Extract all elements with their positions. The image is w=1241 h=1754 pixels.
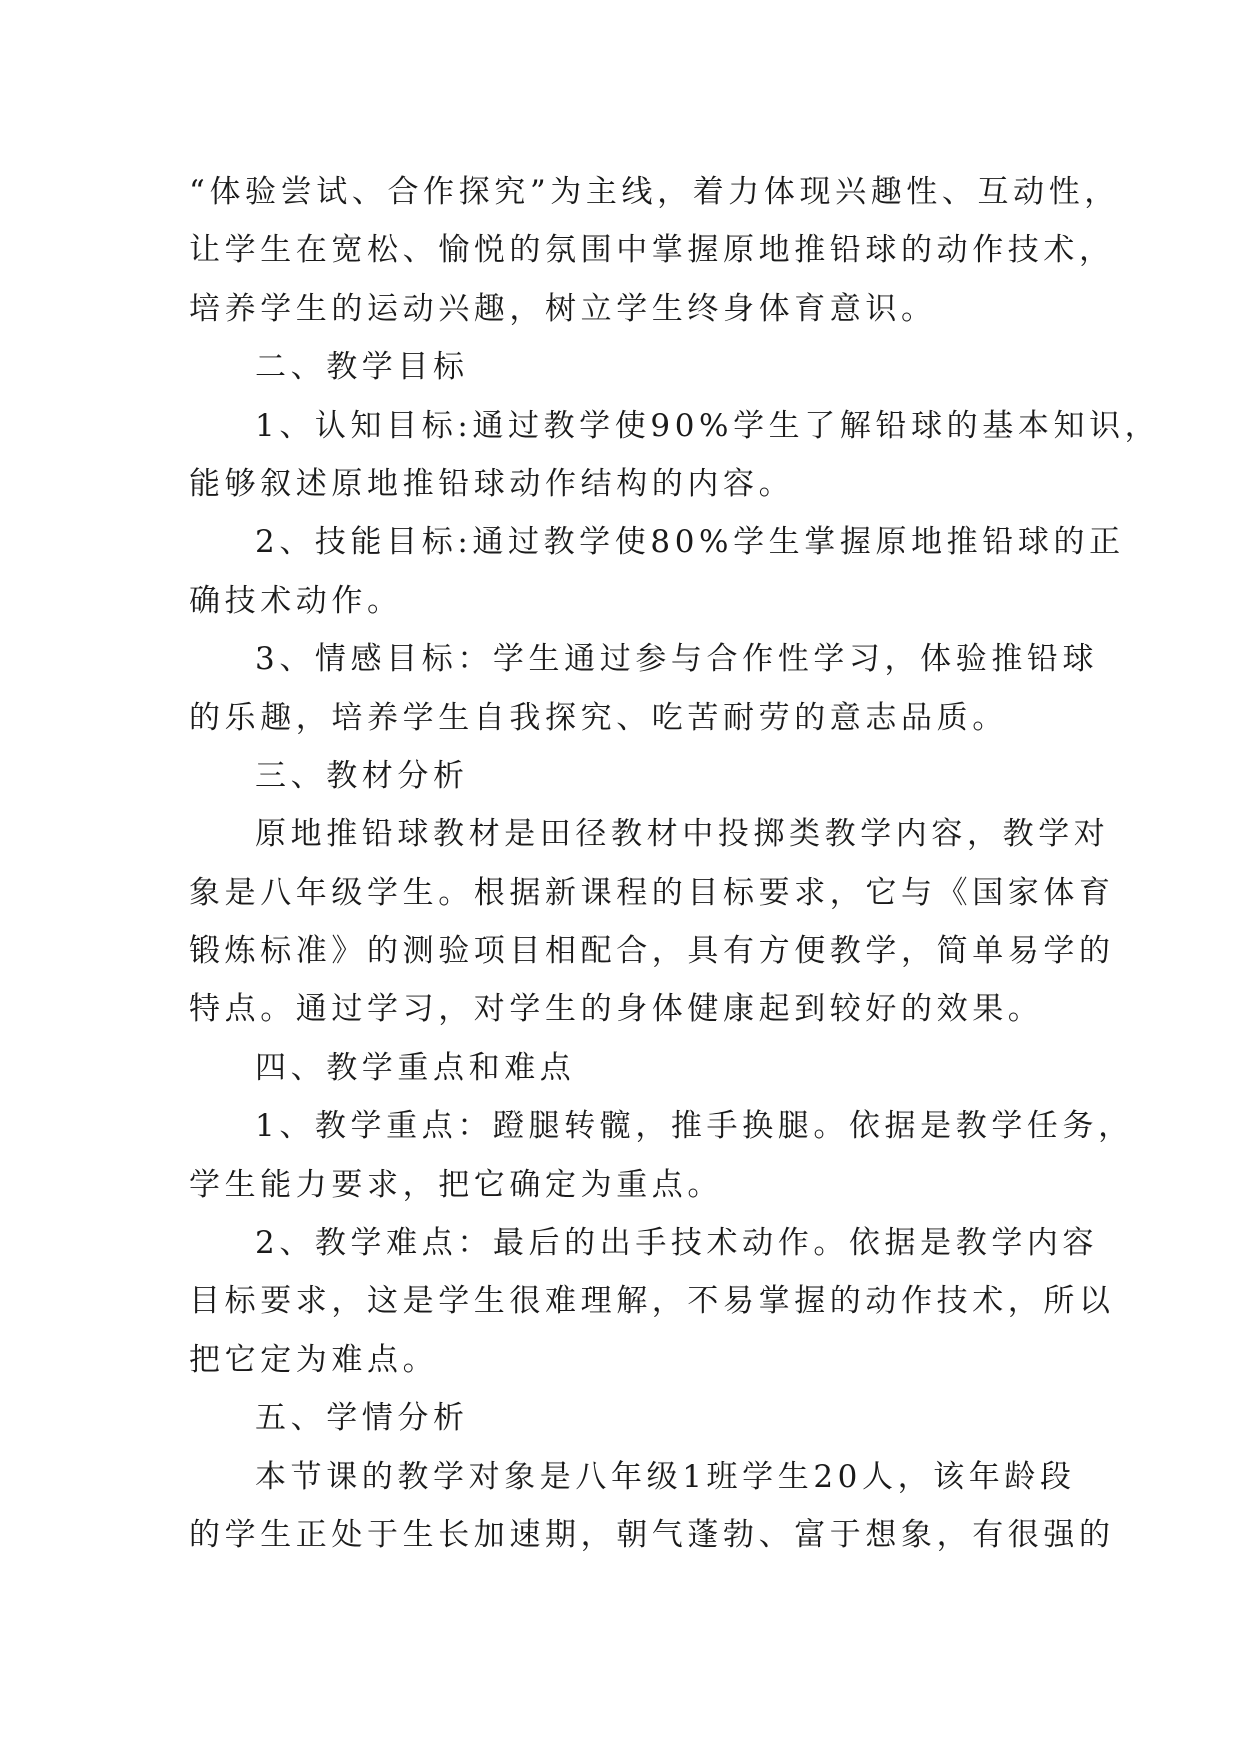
paragraph-first-line: 二、教学目标 <box>255 349 469 386</box>
paragraph-line: 学生能力要求，把它确定为重点。 <box>189 1166 723 1203</box>
paragraph-first-line: 1、认知目标:通过教学使90%学生了解铅球的基本知识， <box>255 407 1161 444</box>
paragraph-line: 象是八年级学生。根据新课程的目标要求，它与《国家体育 <box>189 874 1115 911</box>
paragraph-first-line: 五、学情分析 <box>255 1400 469 1437</box>
paragraph-line: 锻炼标准》的测验项目相配合，具有方便教学，简单易学的 <box>189 933 1115 970</box>
paragraph-first-line: 2、教学难点：最后的出手技术动作。依据是教学内容 <box>255 1225 1099 1262</box>
paragraph-line: 能够叙述原地推铅球动作结构的内容。 <box>189 465 795 502</box>
paragraph-first-line: 原地推铅球教材是田径教材中投掷类教学内容，教学对 <box>255 816 1110 853</box>
paragraph-line: 特点。通过学习，对学生的身体健康起到较好的效果。 <box>189 991 1044 1028</box>
paragraph-first-line: 3、情感目标：学生通过参与合作性学习，体验推铅球 <box>255 641 1099 678</box>
paragraph-line: 确技术动作。 <box>189 582 403 619</box>
paragraph-first-line: 本节课的教学对象是八年级1班学生20人，该年龄段 <box>255 1458 1076 1495</box>
paragraph-first-line: 四、教学重点和难点 <box>255 1049 576 1086</box>
paragraph-line: “体验尝试、合作探究”为主线，着力体现兴趣性、互动性， <box>189 174 1120 210</box>
paragraph-line: 把它定为难点。 <box>189 1341 439 1378</box>
paragraph-first-line: 2、技能目标:通过教学使80%学生掌握原地推铅球的正 <box>255 524 1125 561</box>
paragraph-line: 的学生正处于生长加速期，朝气蓬勃、富于想象，有很强的 <box>189 1516 1115 1553</box>
paragraph-line: 目标要求，这是学生很难理解，不易掌握的动作技术，所以 <box>189 1283 1115 1320</box>
paragraph-first-line: 1、教学重点：蹬腿转髋，推手换腿。依据是教学任务， <box>255 1108 1134 1145</box>
paragraph-line: 让学生在宽松、愉悦的氛围中掌握原地推铅球的动作技术， <box>189 232 1115 269</box>
paragraph-line: 培养学生的运动兴趣，树立学生终身体育意识。 <box>189 290 937 327</box>
document-body <box>189 163 1161 1564</box>
paragraph-first-line: 三、教材分析 <box>255 757 469 794</box>
paragraph-line: 的乐趣，培养学生自我探究、吃苦耐劳的意志品质。 <box>189 699 1008 736</box>
